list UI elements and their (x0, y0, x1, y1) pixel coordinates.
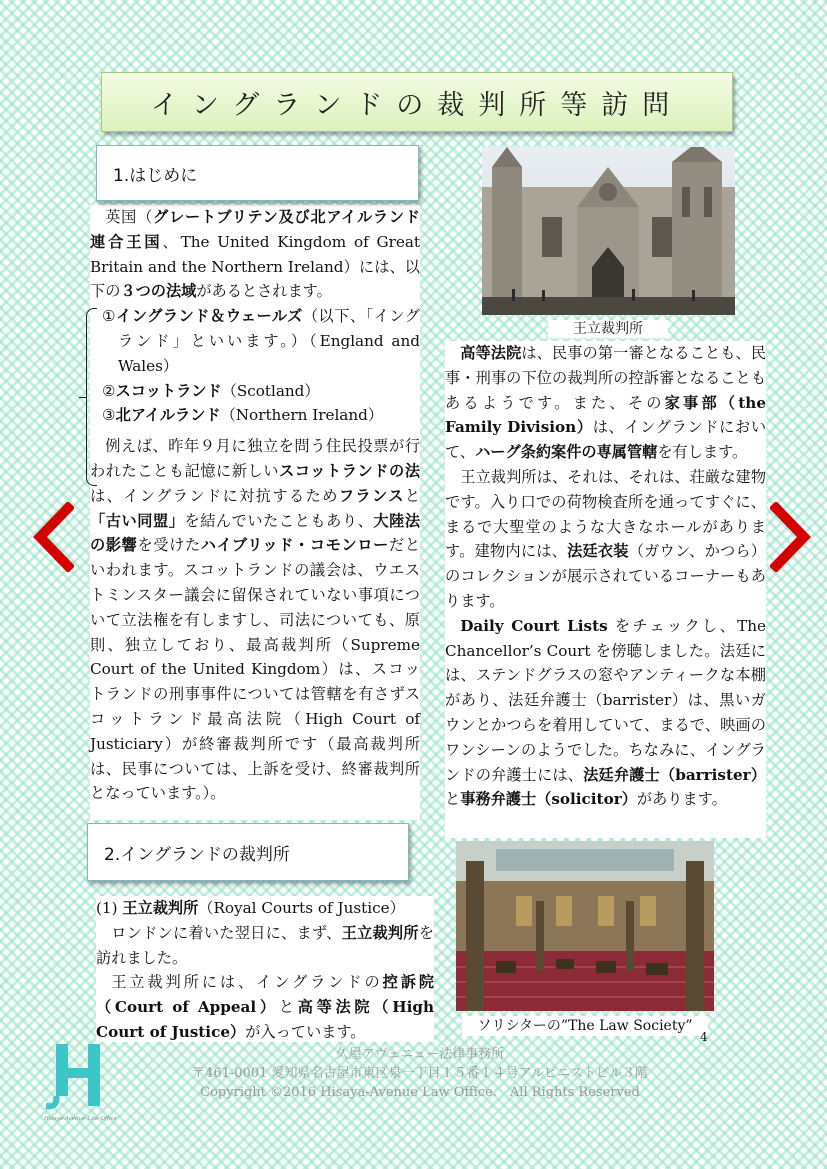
court-visit-paragraph: Daily Court Lists をチェックし、The Chancellor’s Court を傍聴しました。法廷には、ステンドグラスの窓やアンティークな本棚があり、法廷弁護士（barrister）は、黒いガウンとかつらを着用していて、まるで、映画のワンシーンのようでした。ちなみに、イングランドの弁護士には、法廷弁護士（barrister）と事務弁護士（solicitor）があります。 (445, 616, 767, 809)
page-title: イングランドの裁判所等訪問 (150, 89, 684, 121)
intro-paragraph: 英国（グレートブリテン及び北アイルランド連合王国、The United Kingdom of Great Britain and the Northern Ireland）には、以下の３つの法域があるとされます。 (90, 208, 420, 301)
section-heading-text: 1.はじめに (113, 165, 198, 186)
list-item: ③北アイルランド（Northern Ireland） (102, 406, 384, 425)
page-number: 4 (700, 1030, 708, 1044)
section-heading-text: 2.イングランドの裁判所 (104, 844, 290, 865)
hisaya-avenue-logo (40, 1040, 125, 1125)
photo-caption-1: 王立裁判所 (548, 320, 668, 338)
list-brace (86, 308, 97, 486)
jurisdiction-list (90, 304, 420, 428)
royal-courts-photo (482, 147, 735, 315)
chevron-right-icon[interactable] (770, 502, 814, 572)
left-column (90, 205, 420, 820)
svg-text:Hisaya-Avenue Law Office: Hisaya-Avenue Law Office (44, 1116, 117, 1122)
rcj-paragraph-2: 王立裁判所には、イングランドの控訴院（Court of Appeal）と高等法院（High Court of Justice）が入っています。 (96, 973, 435, 1041)
law-society-photo (456, 841, 714, 1011)
list-item: ②スコットランド（Scotland） (102, 381, 320, 400)
list-item: ①イングランド＆ウェールズ（以下、「イングランド」といいます。）（England and Wales） (102, 307, 420, 375)
footer-office-name: 久屋アヴェニュー法律事務所 (335, 1047, 505, 1062)
section-heading-1 (96, 145, 419, 201)
left-column-bottom (96, 896, 434, 1042)
photo-caption-2: ソリシターの”The Law Society” (462, 1016, 708, 1036)
scotland-paragraph: 例えば、昨年９月に独立を問う住民投票が行われたことも記憶に新しいスコットランドの法は、イングランドに対抗するためフランスと「古い同盟」を結んでいたこともあり、大陸法の影響を受けたハイブリッド・コモンローだといわれます。スコットランドの議会は、ウエストミンスター議会に留保されていない事項について立法権を有しますし、司法についても、原則、独立しており、最高裁判所（Supreme Court of the United Kingdom）は、スコットランドの刑事事件については管轄を有さずスコットランド最高法院（High Court of Justiciary）が終審裁判所です（最高裁判所は、民事については、上訴を受け、終審裁判所となっています。）。 (90, 437, 421, 803)
chevron-left-icon[interactable] (30, 502, 74, 572)
section-heading-2 (87, 823, 409, 881)
rcj-paragraph-1: ロンドンに着いた翌日に、まず、王立裁判所を訪れました。 (96, 923, 434, 967)
footer-address: 〒461-0001 愛知県名古屋市東区泉一丁目１５番１４号アルピニストビル３階 (192, 1066, 648, 1081)
building-paragraph: 王立裁判所は、それは、それは、荘厳な建物です。入り口での荷物検査所を通ってすぐに、まるで大聖堂のような大きなホールがあります。建物内には、法廷衣装（ガウン、かつら）のコレクションが展示されているコーナーもあります。 (445, 467, 766, 610)
footer-copyright: Copyright ©2016 Hisaya-Avenue Law Office. All Rights Reserved (200, 1085, 640, 1100)
high-court-paragraph: 高等法院は、民事の第一審となることも、民事・刑事の下位の裁判所の控訴審となることもあるようです。また、その家事部（the Family Division）は、イングランドにおいて、ハーグ条約案件の専属管轄を有します。 (445, 344, 767, 462)
title-banner (101, 72, 733, 132)
right-column (445, 341, 766, 838)
subsection-title: (1) 王立裁判所（Royal Courts of Justice） (96, 899, 405, 917)
